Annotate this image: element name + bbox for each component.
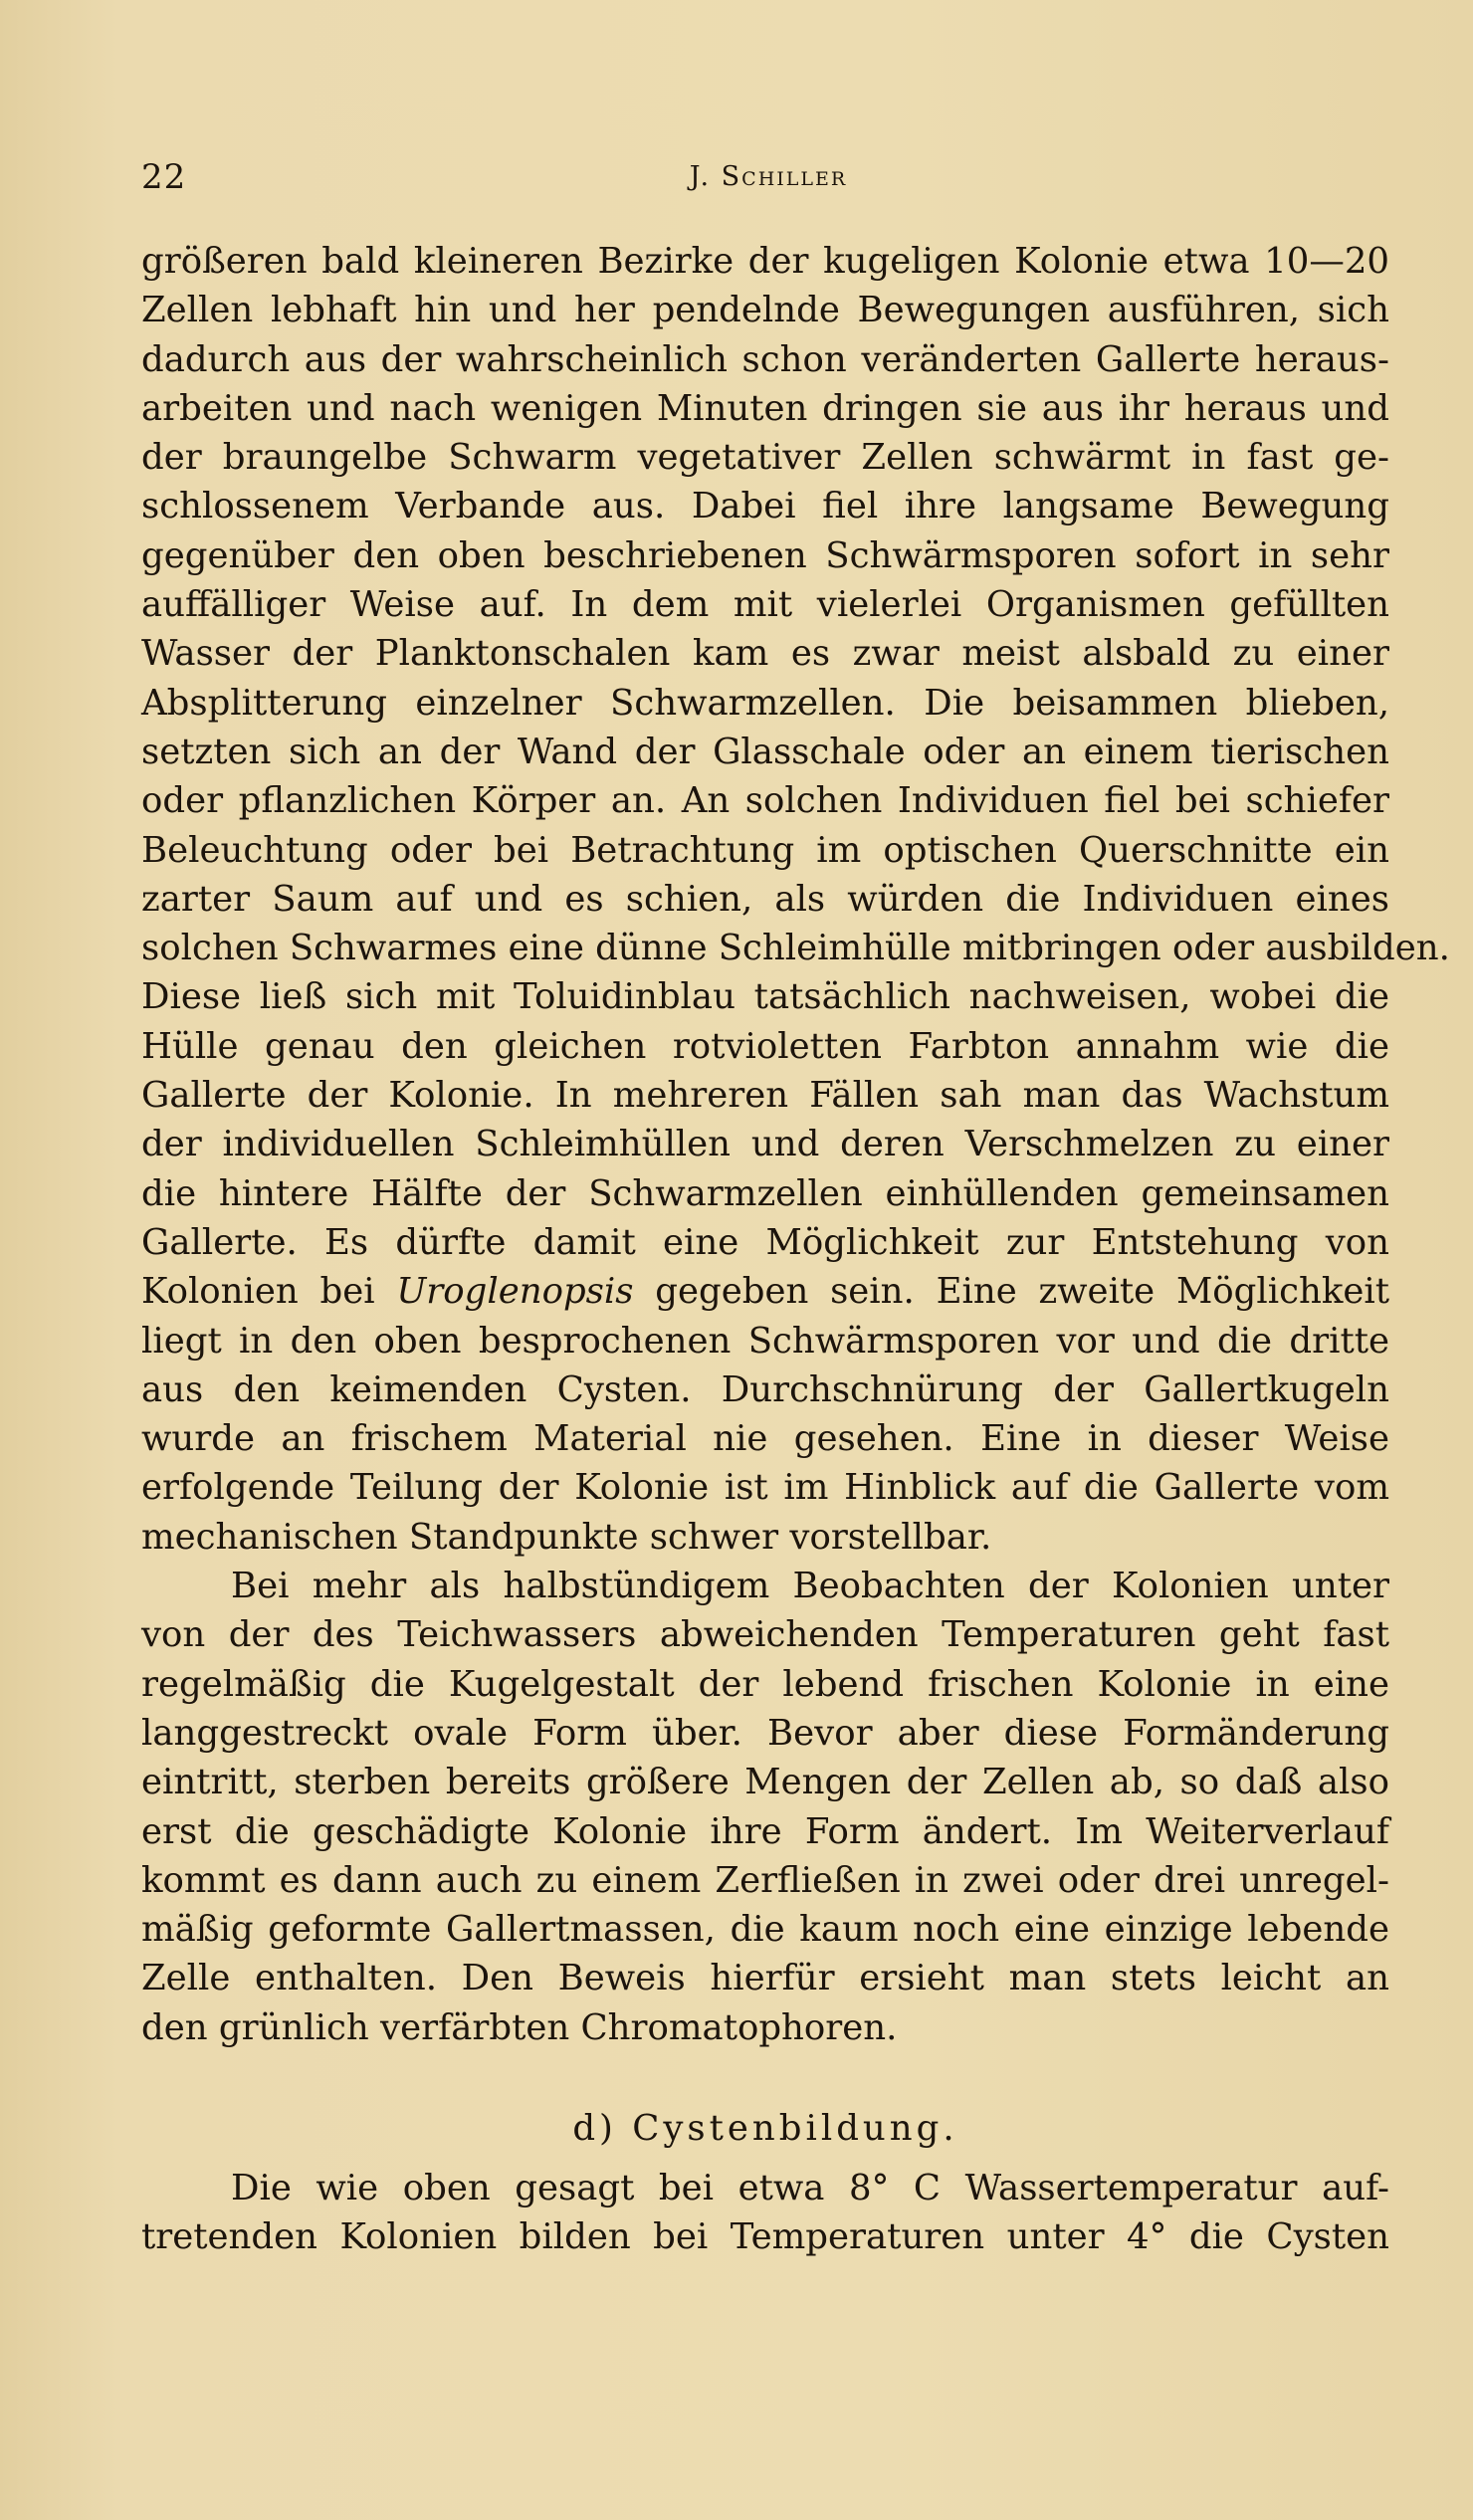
text-line: tretenden Kolonien bilden bei Temperaturen unter 4° die Cysten xyxy=(141,2216,1389,2258)
text-line: setzten sich an der Wand der Glasschale oder an einem tierischen xyxy=(141,731,1389,772)
text-line: kommt es dann auch zu einem Zerfließen in zwei oder drei unregel- xyxy=(141,1859,1389,1901)
page-number: 22 xyxy=(141,157,187,197)
section-heading xyxy=(141,2104,1389,2164)
text-line: größeren bald kleineren Bezirke der kugeligen Kolonie etwa 10—20 xyxy=(141,241,1389,282)
text-line: aus den keimenden Cysten. Durchschnürung der Gallertkugeln xyxy=(141,1368,1389,1410)
section-number: d) xyxy=(572,2107,617,2149)
text-line: oder pflanzlichen Körper an. An solchen Individuen fiel bei schiefer xyxy=(141,780,1389,822)
text-line: von der des Teichwassers abweichenden Temperaturen geht fast xyxy=(141,1614,1389,1656)
text-line: wurde an frischem Material nie gesehen. Eine in dieser Weise xyxy=(141,1418,1389,1460)
body-text xyxy=(141,237,1450,2262)
text-line: arbeiten und nach wenigen Minuten dringen sie aus ihr heraus und xyxy=(141,387,1389,429)
text-line: liegt in den oben besprochenen Schwärmsporen vor und die dritte xyxy=(141,1320,1389,1362)
text-line: gegenüber den oben beschriebenen Schwärmsporen sofort in sehr xyxy=(141,534,1389,576)
text-line: den grünlich verfärbten Chromatophoren. xyxy=(141,2006,898,2048)
text-line: solchen Schwarmes eine dünne Schleimhülle mitbringen oder ausbilden. xyxy=(141,928,1450,969)
text-line: zarter Saum auf und es schien, als würden die Individuen eines xyxy=(141,878,1389,920)
text-line: der braungelbe Schwarm vegetativer Zellen schwärmt in fast ge- xyxy=(141,437,1389,479)
text-line: Zellen lebhaft hin und her pendelnde Bewegungen ausführen, sich xyxy=(141,290,1389,331)
paragraph-1-tail xyxy=(141,1317,1389,1562)
text-line: Gallerte. Es dürfte damit eine Möglichkeit zur Entstehung von xyxy=(141,1221,1389,1263)
text-line: Hülle genau den gleichen rotvioletten Farbton annahm wie die xyxy=(141,1025,1389,1067)
text-line: Bei mehr als halbstündigem Beobachten der Kolonien unter xyxy=(231,1566,1389,1607)
page-header xyxy=(141,157,1395,203)
paragraph-2 xyxy=(141,1562,1389,2052)
paragraph-1 xyxy=(141,237,1450,1267)
text-line: erfolgende Teilung der Kolonie ist im Hinblick auf die Gallerte vom xyxy=(141,1467,1389,1509)
text-line: auffälliger Weise auf. In dem mit vielerlei Organismen gefüllten xyxy=(141,584,1389,626)
running-head-author: J. Schiller xyxy=(689,161,848,192)
text-line: Beleuchtung oder bei Betrachtung im optischen Querschnitte ein xyxy=(141,829,1389,871)
text-line: regelmäßig die Kugelgestalt der lebend frischen Kolonie in eine xyxy=(141,1663,1389,1705)
text-line: langgestreckt ovale Form über. Bevor aber diese Formänderung xyxy=(141,1712,1389,1754)
text-line: mechanischen Standpunkte schwer vorstellbar. xyxy=(141,1516,992,1558)
text-line: dadurch aus der wahrscheinlich schon veränderten Gallerte heraus- xyxy=(141,338,1389,380)
text-line: eintritt, sterben bereits größere Mengen der Zellen ab, so daß also xyxy=(141,1762,1389,1803)
text-line: mäßig geformte Gallertmassen, die kaum noch eine einzige lebende xyxy=(141,1909,1389,1951)
text-line: Gallerte der Kolonie. In mehreren Fällen sah man das Wachstum xyxy=(141,1075,1389,1117)
text-line: schlossenem Verbande aus. Dabei fiel ihre langsame Bewegung xyxy=(141,486,1389,527)
text-line: Wasser der Planktonschalen kam es zwar meist alsbald zu einer xyxy=(141,633,1389,675)
text-line: der individuellen Schleimhüllen und deren Verschmelzen zu einer xyxy=(141,1124,1389,1165)
section-title: Cystenbildung. xyxy=(632,2107,958,2149)
text-line: Die wie oben gesagt bei etwa 8° C Wassertemperatur auf- xyxy=(231,2167,1389,2208)
text-line: erst die geschädigte Kolonie ihre Form ändert. Im Weiterverlauf xyxy=(141,1810,1389,1852)
text-line: Absplitterung einzelner Schwarmzellen. Die beisammen blieben, xyxy=(141,682,1389,724)
text-line: die hintere Hälfte der Schwarmzellen einhüllenden gemeinsamen xyxy=(141,1172,1389,1214)
text-line: Zelle enthalten. Den Beweis hierfür ersieht man stets leicht an xyxy=(141,1958,1389,1999)
paragraph-3 xyxy=(141,2164,1389,2262)
text-line: Diese ließ sich mit Toluidinblau tatsächlich nachweisen, wobei die xyxy=(141,976,1389,1018)
text-line-italic: Kolonien bei Uroglenopsis gegeben sein. Eine zweite Möglichkeit xyxy=(141,1271,1389,1313)
genus-name: Uroglenopsis xyxy=(396,1271,634,1313)
